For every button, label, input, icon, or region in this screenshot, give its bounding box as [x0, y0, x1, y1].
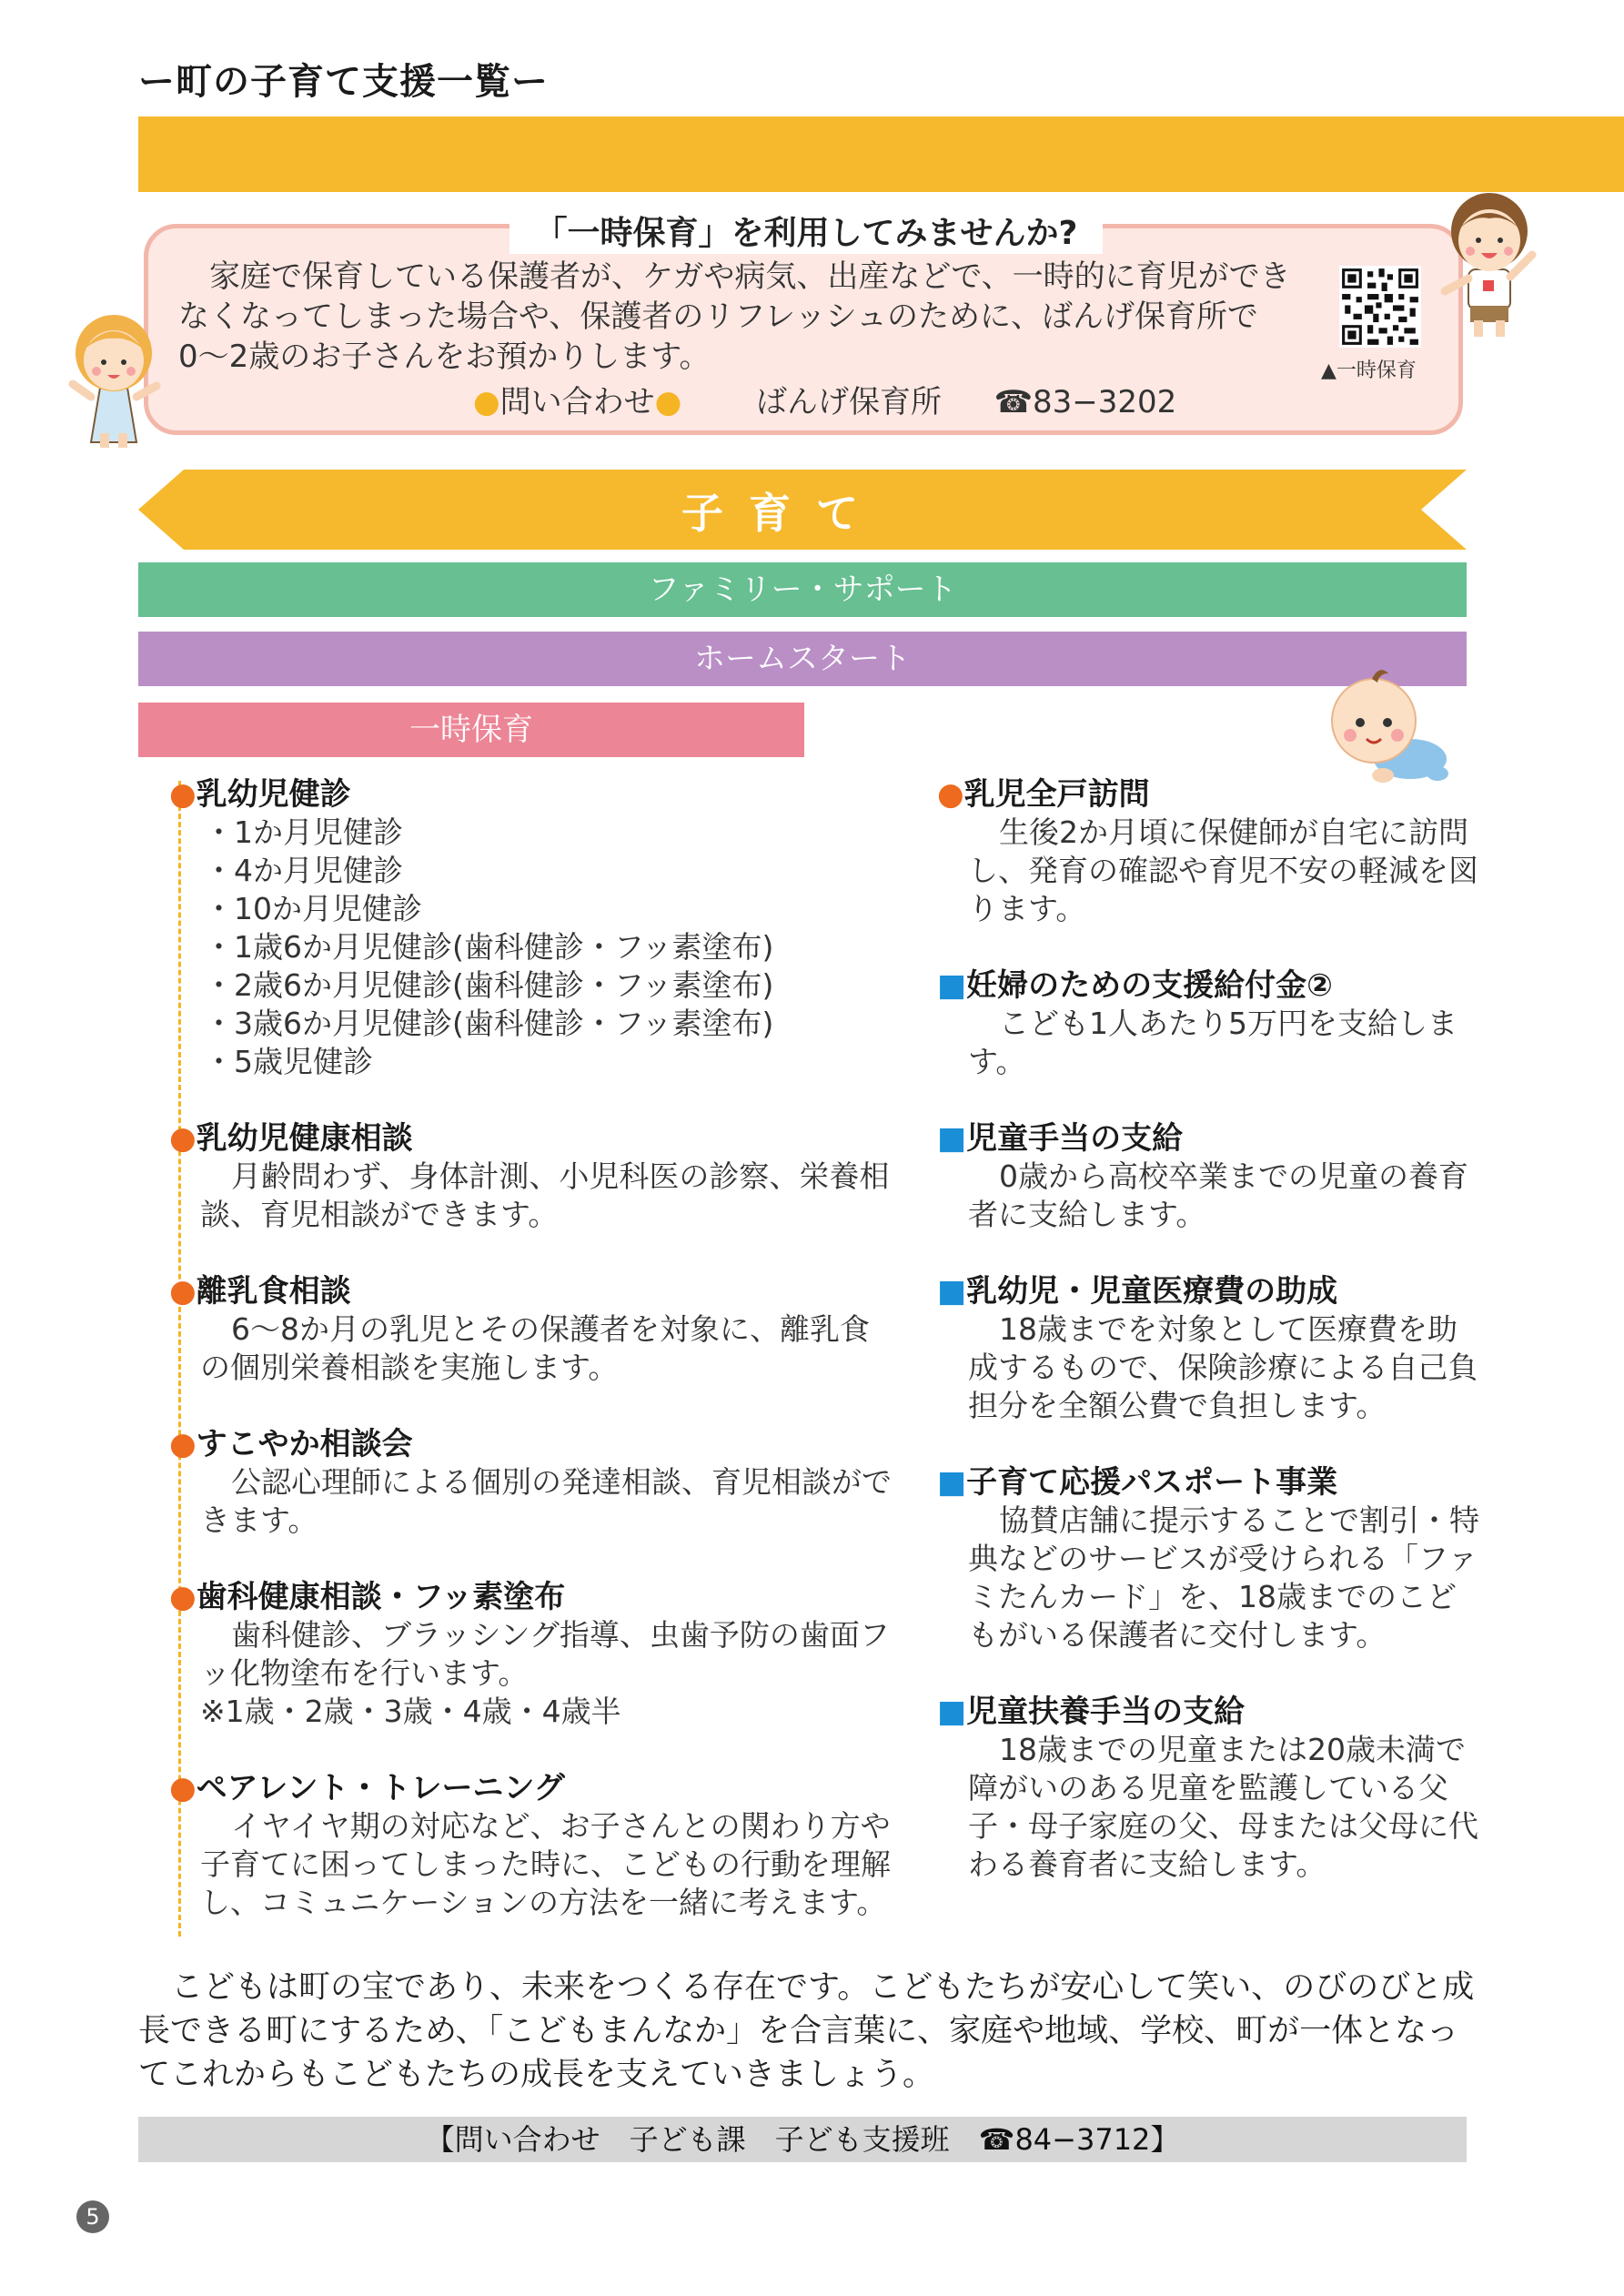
blue-square-icon: ■ [937, 1273, 967, 1310]
blue-square-icon: ■ [937, 1120, 967, 1157]
item-title: 児童手当の支給 [966, 1120, 1184, 1157]
closing-message: こどもは町の宝であり、未来をつくる存在です。こどもたちが安心して笑い、のびのびと成長できる町にするため、「こどもまんなか」を合言葉に、家庭や地域、学校、町が一体となってこれからもこどもたちの成長を支えていきましょう。 [138, 1969, 1475, 2093]
band-temporary-care: 一時保育 [138, 703, 804, 757]
list-item [169, 1578, 897, 1731]
item-title: 子育て応援パスポート事業 [966, 1464, 1338, 1501]
baby-illustration [1319, 657, 1456, 794]
item-title: 児童扶養手当の支給 [966, 1694, 1246, 1730]
item-title: すこやか相談会 [196, 1426, 413, 1462]
list-item [937, 775, 1483, 928]
list-item [169, 1119, 897, 1234]
item-body: 歯科健診、ブラッシング指導、虫歯予防の歯面フッ化物塗布を行います。 [200, 1617, 890, 1691]
item-line: ・5歳児健診 [204, 1044, 373, 1079]
item-title: 乳児全戸訪問 [963, 776, 1150, 813]
contact-bullet-icon: ● [654, 384, 682, 420]
qr-code-icon[interactable] [1339, 266, 1421, 348]
contact-phone: ☎83−3202 [994, 384, 1177, 420]
orange-circle-icon: ● [169, 1579, 197, 1615]
info-contact [473, 377, 1176, 421]
item-body: 月齢問わず、身体計測、小児科医の診察、栄養相談、育児相談ができます。 [200, 1158, 890, 1232]
list-item [937, 1463, 1483, 1654]
list-item [169, 1769, 897, 1922]
item-title: 妊婦のための支援給付金② [966, 967, 1333, 1004]
item-body: 6〜8か月の乳児とその保護者を対象に、離乳食の個別栄養相談を実施します。 [200, 1311, 870, 1385]
item-list [169, 814, 897, 1081]
page-number: 5 [76, 2200, 109, 2233]
list-item [169, 775, 897, 1081]
orange-circle-icon: ● [937, 776, 964, 813]
item-line: ・3歳6か月児健診(歯科健診・フッ素塗布) [204, 1006, 774, 1041]
item-note: ※1歳・2歳・3歳・4歳・4歳半 [200, 1694, 621, 1729]
list-item [937, 1119, 1483, 1234]
list-item [169, 1272, 897, 1387]
item-line: ・1歳6か月児健診(歯科健診・フッ素塗布) [204, 929, 774, 965]
item-line: ・1か月児健診 [204, 814, 403, 850]
item-title: 歯科健康相談・フッ素塗布 [196, 1579, 566, 1615]
band-home-start: ホームスタート [138, 632, 1467, 686]
item-title: ペアレント・トレーニング [196, 1770, 565, 1806]
info-body: 家庭で保育している保護者が、ケガや病気、出産などで、一時的に育児ができなくなってしまった場合や、保護者のリフレッシュのために、ばんげ保育所で0〜2歳のお子さんをお預かりします。 [178, 258, 1291, 375]
header-accent-bar [138, 116, 1624, 192]
orange-circle-icon: ● [169, 1120, 197, 1157]
footer-contact: 【問い合わせ 子ども課 子ども支援班 ☎84−3712】 [138, 2117, 1467, 2162]
list-item [937, 1272, 1483, 1425]
left-column [169, 775, 897, 1960]
item-line: ・2歳6か月児健診(歯科健診・フッ素塗布) [204, 967, 774, 1003]
item-title: 乳幼児健康相談 [196, 1120, 413, 1157]
contact-label: 問い合わせ [499, 384, 655, 420]
blue-square-icon: ■ [937, 1694, 967, 1730]
orange-circle-icon: ● [169, 1770, 197, 1806]
qr-caption: ▲一時保育 [1321, 359, 1417, 382]
item-title: 乳幼児・児童医療費の助成 [966, 1273, 1338, 1310]
blue-square-icon: ■ [937, 1464, 967, 1501]
girl-illustration [64, 297, 164, 451]
item-body: こども1人あたり5万円を支給します。 [968, 1006, 1458, 1079]
right-column [937, 775, 1483, 1922]
orange-circle-icon: ● [169, 776, 197, 813]
item-body: 生後2か月頃に保健師が自宅に訪問し、発育の確認や育児不安の軽減を図ります。 [968, 814, 1478, 926]
orange-circle-icon: ● [169, 1273, 197, 1310]
item-line: ・10か月児健診 [204, 891, 422, 926]
band-family-support: ファミリー・サポート [138, 562, 1467, 617]
blue-square-icon: ■ [937, 967, 967, 1004]
item-line: ・4か月児健診 [204, 853, 403, 888]
contact-bullet-icon: ● [473, 384, 500, 420]
item-title: 乳幼児健診 [196, 776, 351, 813]
boy-illustration [1430, 178, 1548, 342]
page-title: ー町の子育て支援一覧ー [138, 61, 549, 103]
item-body: 協賛店舗に提示することで割引・特典などのサービスが受けられる「ファミたんカード」を、18歳までのこどもがいる保護者に交付します。 [968, 1502, 1479, 1653]
orange-circle-icon: ● [169, 1426, 197, 1462]
section-title: 子育て [681, 489, 883, 538]
item-body: イヤイヤ期の対応など、お子さんとの関わり方や子育てに困ってしまった時に、こどもの行動を理解し、コミュニケーションの方法を一緒に考えます。 [200, 1808, 891, 1920]
contact-org: ばんげ保育所 [755, 384, 942, 420]
item-body: 18歳までの児童または20歳未満で障がいのある児童を監護している父子・母子家庭の父、母または父母に代わる養育者に支給します。 [968, 1732, 1478, 1882]
item-body: 0歳から高校卒業までの児童の養育者に支給します。 [968, 1158, 1468, 1232]
list-item [937, 1693, 1483, 1884]
list-item [937, 966, 1483, 1081]
item-title: 離乳食相談 [196, 1273, 351, 1310]
info-heading: 「一時保育」を利用してみませんか? [509, 207, 1103, 254]
item-body: 公認心理師による個別の発達相談、育児相談ができます。 [200, 1464, 892, 1538]
item-body: 18歳までを対象として医療費を助成するもので、保険診療による自己負担分を全額公費で負担します。 [968, 1311, 1478, 1423]
list-item [169, 1425, 897, 1540]
